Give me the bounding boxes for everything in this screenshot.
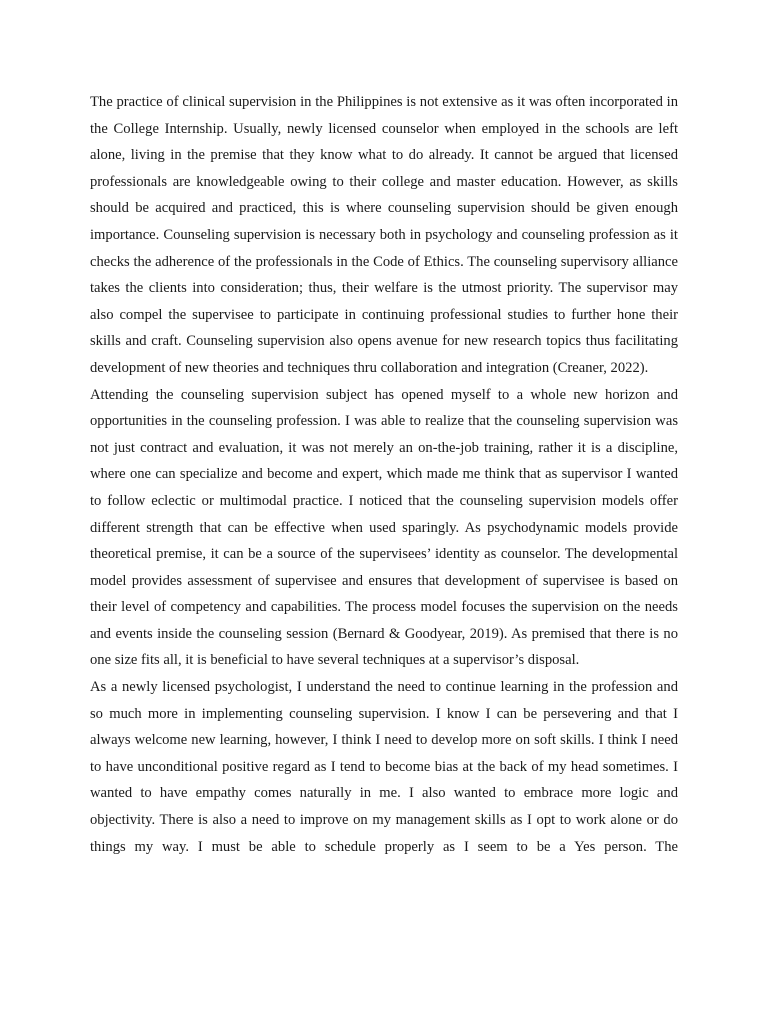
paragraph-3: As a newly licensed psychologist, I understand the need to continue learning in the profession and so much more in implementing counseling supervision. I know I can be persevering and that I always welcome new learning, however, I think I need to develop more on soft skills. I think I need to have unconditional positive regard as I tend to become bias at the back of my head sometimes. I wanted to have empathy comes naturally in me. I also wanted to embrace more logic and objectivity. There is also a need to improve on my management skills as I opt to work alone or do things my way. I must be able to schedule properly as I seem to be a Yes person. The — [90, 679, 678, 855]
document-page — [90, 89, 678, 860]
paragraph-1: The practice of clinical supervision in the Philippines is not extensive as it was often incorporated in the College Internship. Usually, newly licensed counselor when employed in the schools are left alone, living in the premise that they know what to do already. It cannot be argued that licensed professionals are knowledgeable owing to their college and master education. However, as skills should be acquired and practiced, this is where counseling supervision should be given enough importance. Counseling supervision is necessary both in psychology and counseling profession as it checks the adherence of the professionals in the Code of Ethics. The counseling supervisory alliance takes the clients into consideration; thus, their welfare is the utmost priority. The supervisor may also compel the supervisee to participate in continuing professional studies to further hone their skills and craft. Counseling supervision also opens avenue for new research topics thus facilitating development of new theories and techniques thru collaboration and integration (Creaner, 2022). — [90, 94, 678, 376]
paragraph-2: Attending the counseling supervision subject has opened myself to a whole new horizon and opportunities in the counseling profession. I was able to realize that the counseling supervision was not just contract and evaluation, it was not merely an on-the-job training, rather it is a discipline, where one can specialize and become and expert, which made me think that as supervisor I wanted to follow eclectic or multimodal practice. I noticed that the counseling supervision models offer different strength that can be effective when used sparingly. As psychodynamic models provide theoretical premise, it can be a source of the supervisees’ identity as counselor. The developmental model provides assessment of supervisee and ensures that development of supervisee is based on their level of competency and capabilities. The process model focuses the supervision on the needs and events inside the counseling session (Bernard & Goodyear, 2019). As premised that there is no one size fits all, it is beneficial to have several techniques at a supervisor’s disposal. — [90, 386, 678, 669]
